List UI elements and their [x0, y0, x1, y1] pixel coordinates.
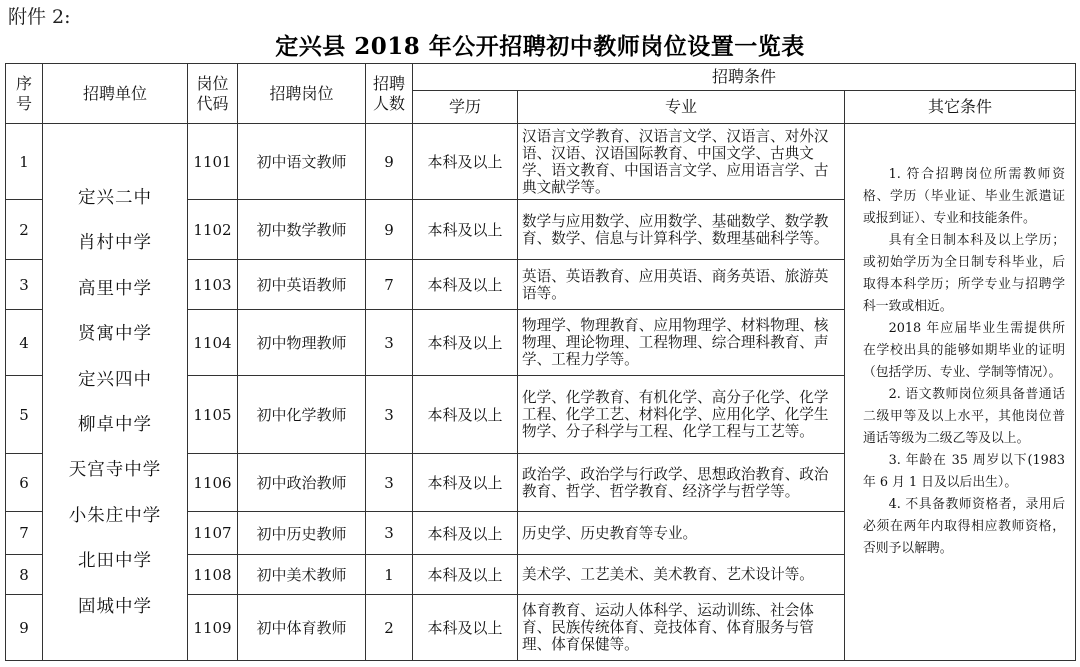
row-education: 本科及以上	[413, 200, 518, 260]
row-count: 1	[366, 555, 413, 595]
row-code: 1104	[188, 310, 238, 376]
header-code: 岗位代码	[188, 64, 238, 124]
row-position: 初中化学教师	[238, 376, 366, 454]
row-code: 1106	[188, 454, 238, 512]
unit-name: 高里中学	[78, 278, 152, 299]
condition-paragraph: 1. 符合招聘岗位所需教师资格、学历（毕业证、毕业生派遣证或报到证）、专业和技能条件。	[863, 167, 1066, 226]
positions-table	[5, 63, 1076, 661]
condition-paragraph: 4. 不具备教师资格者，录用后必须在两年内取得相应教师资格，否则予以解聘。	[863, 497, 1066, 556]
row-education: 本科及以上	[413, 555, 518, 595]
row-seq: 5	[6, 376, 43, 454]
unit-name: 定兴二中	[78, 188, 152, 208]
unit-name: 定兴四中	[78, 369, 152, 390]
row-position: 初中体育教师	[238, 595, 366, 661]
row-education: 本科及以上	[413, 595, 518, 661]
header-major: 专业	[518, 91, 845, 124]
row-position: 初中美术教师	[238, 555, 366, 595]
header-seq: 序号	[6, 64, 43, 124]
row-major: 政治学、政治学与行政学、思想政治教育、政治教育、哲学、哲学教育、经济学与哲学等。	[518, 454, 845, 512]
row-major: 汉语言文学教育、汉语言文学、汉语言、对外汉语、汉语、汉语国际教育、中国文学、古典文学、语文教育、中国语言文学、应用语言学、古典文献学等。	[518, 124, 845, 200]
row-seq: 9	[6, 595, 43, 661]
row-count: 9	[366, 200, 413, 260]
attachment-label: 附件 2:	[8, 6, 71, 28]
row-education: 本科及以上	[413, 124, 518, 200]
condition-paragraph: 具有全日制本科及以上学历；或初始学历为全日制专科毕业，后取得本科学历；所学专业与招聘学科一致或相近。	[863, 233, 1066, 314]
header-education: 学历	[413, 91, 518, 124]
table-row	[6, 124, 1076, 200]
unit-name: 天宫寺中学	[68, 460, 162, 481]
row-seq: 6	[6, 454, 43, 512]
header-other: 其它条件	[845, 91, 1076, 124]
row-seq: 8	[6, 555, 43, 595]
header-count: 招聘人数	[366, 64, 413, 124]
row-position: 初中物理教师	[238, 310, 366, 376]
unit-name: 小朱庄中学	[68, 505, 162, 526]
row-seq: 7	[6, 512, 43, 555]
unit-name: 柳卓中学	[78, 414, 152, 435]
row-education: 本科及以上	[413, 376, 518, 454]
row-code: 1107	[188, 512, 238, 555]
row-code: 1102	[188, 200, 238, 260]
condition-paragraph: 2018 年应届毕业生需提供所在学校出具的能够如期毕业的证明（包括学历、专业、学制等情况）。	[863, 321, 1066, 380]
row-seq: 3	[6, 260, 43, 310]
row-education: 本科及以上	[413, 310, 518, 376]
unit-name: 贤寓中学	[78, 324, 152, 345]
row-count: 3	[366, 512, 413, 555]
row-major: 化学、化学教育、有机化学、高分子化学、化学工程、化学工艺、材料化学、应用化学、化学生物学、分子科学与工程、化学工程与工艺等。	[518, 376, 845, 454]
row-major: 美术学、工艺美术、美术教育、艺术设计等。	[518, 555, 845, 595]
row-major: 物理学、物理教育、应用物理学、材料物理、核物理、理论物理、工程物理、综合理科教育、声学、工程力学等。	[518, 310, 845, 376]
row-count: 2	[366, 595, 413, 661]
row-count: 3	[366, 376, 413, 454]
row-major: 体育教育、运动人体科学、运动训练、社会体育、民族传统体育、竞技体育、体育服务与管理、体育保健等。	[518, 595, 845, 661]
row-code: 1109	[188, 595, 238, 661]
row-education: 本科及以上	[413, 512, 518, 555]
header-conditions: 招聘条件	[413, 64, 1076, 91]
row-major: 数学与应用数学、应用数学、基础数学、数学教育、数学、信息与计算科学、数理基础科学等。	[518, 200, 845, 260]
row-count: 7	[366, 260, 413, 310]
row-code: 1101	[188, 124, 238, 200]
unit-name: 固城中学	[78, 596, 152, 617]
row-position: 初中政治教师	[238, 454, 366, 512]
recruiting-units-cell	[43, 124, 188, 661]
row-position: 初中英语教师	[238, 260, 366, 310]
header-position: 招聘岗位	[238, 64, 366, 124]
row-code: 1103	[188, 260, 238, 310]
row-count: 3	[366, 454, 413, 512]
row-count: 9	[366, 124, 413, 200]
row-position: 初中数学教师	[238, 200, 366, 260]
row-seq: 2	[6, 200, 43, 260]
condition-paragraph: 3. 年龄在 35 周岁以下(1983 年 6 月 1 日及以后出生）。	[863, 453, 1066, 490]
row-position: 初中历史教师	[238, 512, 366, 555]
header-unit: 招聘单位	[43, 64, 188, 124]
condition-paragraph: 2. 语文教师岗位须具备普通话二级甲等及以上水平，其他岗位普通话等级为二级乙等及以上。	[863, 387, 1066, 446]
unit-name: 北田中学	[78, 551, 152, 572]
page-title: 定兴县 2018 年公开招聘初中教师岗位设置一览表	[275, 33, 805, 60]
row-major: 英语、英语教育、应用英语、商务英语、旅游英语等。	[518, 260, 845, 310]
row-education: 本科及以上	[413, 454, 518, 512]
row-seq: 4	[6, 310, 43, 376]
row-count: 3	[366, 310, 413, 376]
row-seq: 1	[6, 124, 43, 200]
row-position: 初中语文教师	[238, 124, 366, 200]
row-education: 本科及以上	[413, 260, 518, 310]
other-conditions-cell	[845, 124, 1076, 661]
row-code: 1105	[188, 376, 238, 454]
row-major: 历史学、历史教育等专业。	[518, 512, 845, 555]
unit-name: 肖村中学	[78, 233, 152, 254]
row-code: 1108	[188, 555, 238, 595]
